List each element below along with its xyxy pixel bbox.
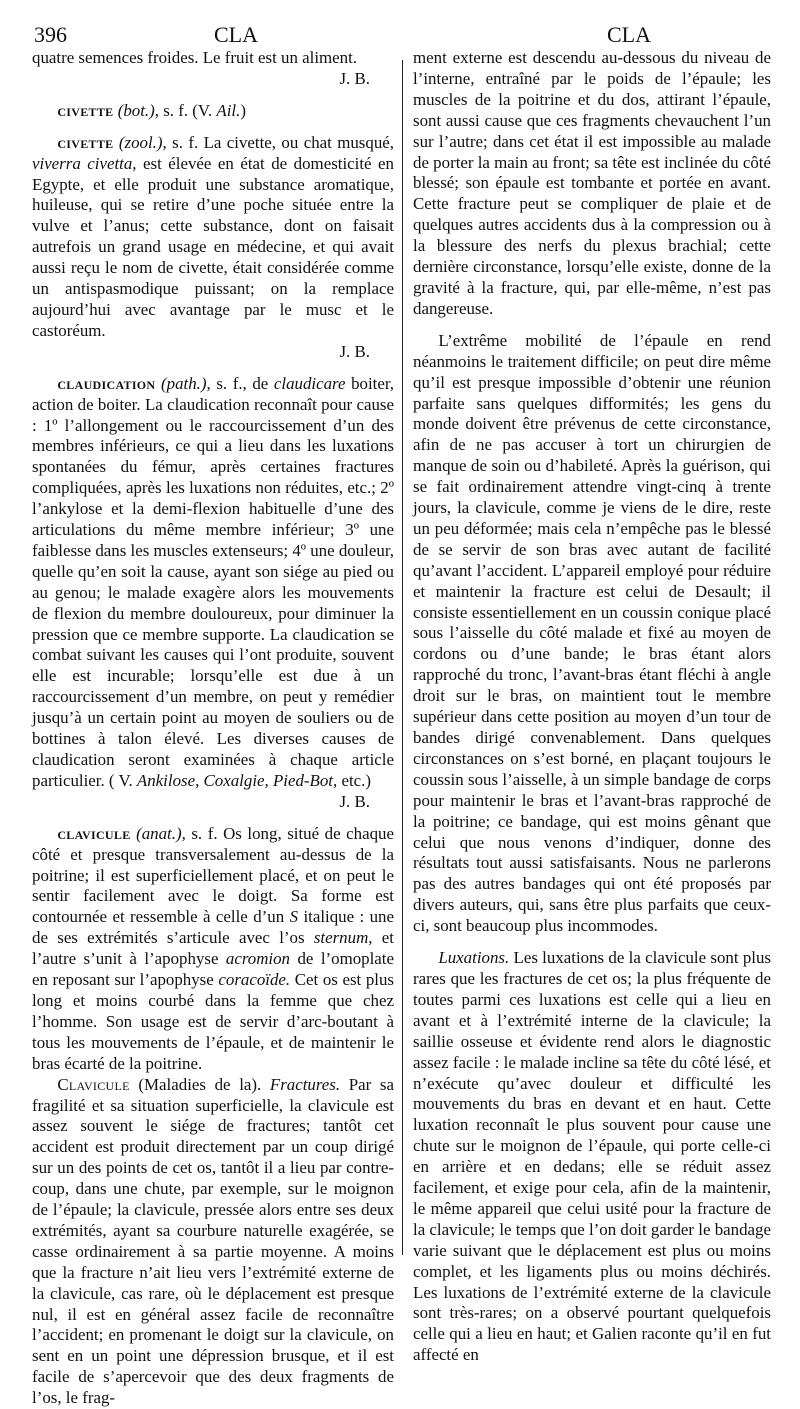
entry-clavicule-maladies bbox=[32, 1075, 394, 1409]
subheading-fractures: Fractures. bbox=[269, 1074, 341, 1094]
entry-text: etc.) bbox=[337, 770, 371, 790]
left-running-head: CLA bbox=[214, 22, 258, 47]
entry-text: ) bbox=[240, 100, 246, 120]
letter-s: S bbox=[289, 907, 299, 927]
entry-text: Par sa fragilité et sa situation superficielle, la clavicule est assez souvent le siége de fractures; tantôt cet accident est produit directement par un coup dirigé sur un des points de cet os, tantôt il a lieu par contre-coup, dans une chute, par exemple, sur le moignon de l’épaule; la clavicule, pressée alors entre ses deux extrémités, ayant sa courbure naturelle exagérée, se casse ordinairement à sa partie moyenne. A moins que la fracture n’ait lieu vers l’extrémité externe de la clavicule, cas rare, où le déplacement est presque nul, il est en général assez facile de reconnaître l’accident; en promenant le doigt sur la clavicule, on sent en un point une dépression brusque, et il est facile de s’apercevoir que des deux fragments de l’os, le frag- bbox=[32, 1074, 394, 1408]
entry-text: boiter, action de boiter. La claudication reconnaît pour cause : 1º l’allongement ou le raccourcissement d’un des membres inférieurs, ce qui a lieu dans les luxations spontanées du fémur, après certaines fractures compliquées, après les luxations non réduites, etc.; 2º l’ankylose et la demi-flexion habituelle d’une des articulations du même membre inférieur; 3º une faiblesse dans les muscles extenseurs; 4º une douleur, quelle qu’en soit la cause, ayant son siége au pied ou au genou; le malade exagère alors les mouvements de flexion du membre douloureux, pour diminuer la pression que ce membre supporte. La claudication se combat suivant les causes qui l’ont produite, souvent elle est incurable; lorsqu’elle est due à un raccourcissement d’un membre, on peut y remédier jusqu’à un certain point au moyen de souliers ou de bottines à talon élevé. Les diverses causes de claudication seront examinées à chaque article particulier. ( V. bbox=[32, 373, 395, 790]
entry-text: Cet os est plus long et moins courbé dans la femme que chez l’homme. Son usage est de servir d’arc-boutant à tous les mouvements de l’épaule, et de maintenir le bras écarté de la poitrine. bbox=[32, 970, 394, 1073]
term-sternum: sternum, bbox=[313, 928, 373, 948]
entry-text: de l’omoplate en reposant sur l’apophyse bbox=[32, 949, 394, 990]
entry-reference: Ail. bbox=[216, 100, 241, 120]
entry-text: Les luxations de la clavicule sont plus rares que les fractures de cet os; la plus fréquente de toutes parmi ces luxations est celle qui a lieu en avant et à l’extrémité interne de la clavicule; la saillie osseuse et évidente rend alors le diagnostic assez facile : le malade incline sa tête du côté lésé, et n’exécute qu’avec douleur et difficulté les mouvements du bras en devant et en haut. Cette luxation reconnaît le plus souvent pour cause une chute sur le moignon de l’épaule, qui porte celle-ci en arrière et en dedans; elle se réduit assez facilement, et exige pour cela, afin de la maintenir, le même appareil que celui usité pour la fracture de la clavicule; le temps que l’on doit garder le bandage varie suivant que le déplacement est plus ou moins complet, et les ligaments plus ou moins déchirés. Les luxations de l’extrémité externe de la clavicule sont très-rares; on a observé pourtant quelquefois celle qui a lieu en haut; et Galien raconte qu’il en fut affecté en bbox=[413, 948, 771, 1365]
entry-category: (anat.), bbox=[136, 823, 186, 843]
entry-category: (bot.), bbox=[117, 100, 159, 120]
entry-headword: clavicule bbox=[57, 823, 131, 843]
term-coracoide: coracoïde. bbox=[218, 970, 291, 990]
entry-claudication bbox=[32, 374, 394, 792]
column-divider bbox=[402, 60, 403, 1255]
entry-text: s. f. (V. bbox=[158, 100, 217, 120]
fragment-intro: quatre semences froides. Le fruit est un aliment. bbox=[32, 48, 358, 67]
cross-references: Ankilose, Coxalgie, Pied-Bot, bbox=[136, 770, 338, 790]
page-number: 396 bbox=[34, 22, 67, 47]
signature: J. B. bbox=[339, 341, 370, 361]
entry-text: s. f., de bbox=[210, 373, 274, 393]
entry-category: (path.), bbox=[161, 373, 211, 393]
entry-category: (zool.), bbox=[118, 132, 167, 152]
entry-text: s. f. La civette, ou chat musqué, bbox=[166, 132, 394, 152]
entry-civette-zool bbox=[32, 133, 394, 342]
latin-word: claudicare bbox=[273, 373, 346, 393]
page-header bbox=[34, 22, 770, 48]
entry-text: (Maladies de la). bbox=[129, 1074, 270, 1094]
subheading-luxations: Luxations. bbox=[438, 948, 510, 968]
entry-text: est élevée en état de domesticité en Egypte, et elle produit une substance aromatique, huileuse, qui se retire d’une poche située entre la vulve et l’anus; cette substance, dont on faisait autrefois un grand usage en médecine, et qui avait aussi reçu le nom de civette, était considérée comme un antispasmodique puissant; on la remplace aujourd’hui avec avantage par le musc et le castoréum. bbox=[32, 153, 394, 340]
entry-headword: Clavicule bbox=[57, 1074, 130, 1094]
entry-headword: claudication bbox=[57, 373, 156, 393]
entry-text: s. f. Os long, situé de chaque côté et presque transversalement au-dessus de la poitrine; il est superficiellement placé, et on peut le sentir facilement avec le doigt. Sa forme est contournée et ressemble à celle d’un bbox=[32, 823, 394, 927]
latin-name: viverra civetta, bbox=[32, 153, 137, 173]
signature: J. B. bbox=[339, 68, 370, 88]
entry-headword: civette bbox=[57, 100, 114, 120]
paragraph-luxations bbox=[413, 948, 771, 1366]
entry-text: et l’autre s’unit à l’apophyse bbox=[32, 928, 394, 969]
term-acromion: acromion bbox=[225, 949, 291, 969]
left-column bbox=[32, 48, 394, 1409]
right-running-head: CLA bbox=[607, 22, 651, 47]
paragraph-fracture-continuation: ment externe est descendu au-dessous du niveau de l’interne, entraîné par le poids de l’épaule; les muscles de la poitrine et du dos, attirant l’épaule, sont aussi cause que ces fragments chevauchent l’un sur l’autre; dans cet état il est impossible au malade de porter la main au front; sa tête est inclinée du côté blessé; son épaule est tombante et portée en avant. Cette fracture peut se compliquer de plaie et de quelques autres accidents dus à la compression ou à la blessure des nerfs du plexus brachial; cette dernière circonstance, lorsqu’elle existe, donne de la gravité à la fracture, qui, par elle-même, n’est pas dangereuse. bbox=[413, 48, 771, 318]
right-column bbox=[413, 48, 771, 1366]
entry-text: italique : une de ses extrémités s’articule avec l’os bbox=[32, 907, 395, 948]
paragraph-traitement: L’extrême mobilité de l’épaule en rend néanmoins le traitement difficile; on peut dire même qu’il est presque impossible d’obtenir une réunion parfaite sans quelques difformités; les gens du monde doivent être prévenus de cette circonstance, afin de ne pas accuser à tort un chirurgien de manque de soin ou d’habileté. Après la guérison, qui se fait ordinairement attendre vingt-cinq à trente jours, la clavicule, comme je viens de le dire, reste un peu déformée; mais cela n’empêche pas le blessé de se servir de son bras avec autant de facilité qu’avant l’accident. L’appareil employé pour réduire et maintenir la fracture est celui de Desault; il consiste essentiellement en un coussin conique placé sous l’aisselle du côté malade et fixé au moyen de cordons ou d’une bande; le bras étant alors rapproché du tronc, l’avant-bras étant fléchi à angle droit sur le bras, on maintient tout le membre supérieur dans cette position au moyen d’un tour de bandes dirigé convenablement. Dans quelques circonstances on s’est borné, en plaçant toujours le coussin sous l’aisselle, à un simple bandage de corps pour maintenir le bras et l’avant-bras rapproché de la poitrine; ce bandage, qui est moins gênant que celui que nous venons d’indiquer, donne des résultats tout aussi satisfaisants. Nous ne parlerons pas des autres bandages qui ont été proposés par divers auteurs, qui, sans être plus parfaits que ceux-ci, sont beaucoup plus incommodes. bbox=[413, 330, 771, 936]
signature: J. B. bbox=[339, 791, 370, 811]
entry-headword: civette bbox=[57, 132, 114, 152]
entry-civette-bot bbox=[32, 101, 394, 122]
entry-clavicule bbox=[32, 824, 394, 1075]
